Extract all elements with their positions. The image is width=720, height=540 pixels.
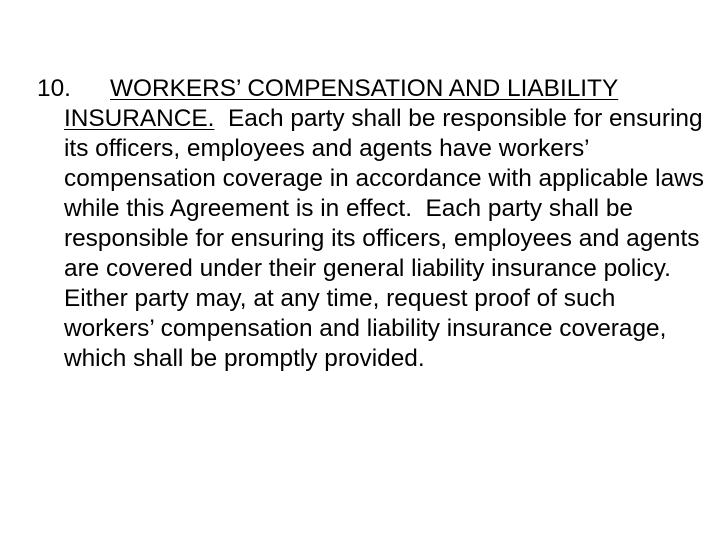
clause-10-paragraph [37,74,711,374]
clause-heading: WORKERS’ COMPENSATION AND LIABILITY INSURANCE. [64,75,619,132]
clause-number: 10. [37,75,71,102]
clause-body: Each party shall be responsible for ensuring its officers, employees and agents have workers’ compensation coverage in accordance with applicable laws while this Agreement is in effect. Each party shall be responsible for ensuring its officers, employees and agents are covered under their general liability insurance policy. Either party may, at any time, request proof of such workers’ compensation and liability insurance coverage, which shall be promptly provided. [64,105,711,372]
